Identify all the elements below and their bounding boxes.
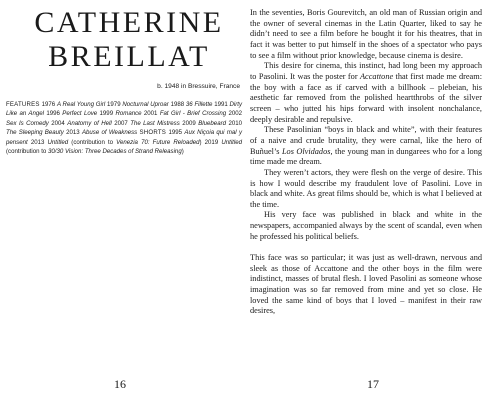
essay-paragraph	[250, 125, 482, 168]
film-year: 1995	[168, 129, 185, 137]
film-title: Sex Is Comedy	[6, 119, 52, 127]
essay-paragraph	[250, 210, 482, 242]
film-title: Fat Girl - Brief Crossing	[159, 110, 229, 118]
film-year: 2013	[66, 129, 82, 137]
paragraph-text: that first made me dream: the boy with a face as if carved with a billhook – plebeian, his aesthetic far removed from the polished heartthrobs of the silver screen – who jutted his hips forward with insolent nonchalance, deeply desirable and repulsive.	[250, 71, 482, 124]
paragraph-text: They weren’t actors, they were flesh on the verge of desire. This is how I would describe my fraudulent love of Pasolini. Love in black and white. As great films should be, which is what I believed at the time.	[250, 167, 482, 209]
film-title: The Sleeping Beauty	[6, 129, 67, 137]
paragraph-text: This desire for cinema, this instinct, had long been my approach to Pasolini. It was the poster for	[250, 61, 482, 81]
film-title: Perfect Love	[62, 110, 100, 118]
film-year: 2004	[51, 119, 68, 127]
film-title: Abuse of Weakness	[81, 129, 140, 137]
film-title: A Real Young Girl	[56, 101, 108, 108]
filmography-section-label: SHORTS	[139, 129, 169, 137]
film-title: Bluebeard	[198, 119, 229, 127]
essay-paragraph	[250, 253, 482, 317]
film-title: The Last Mistress	[130, 119, 183, 127]
film-year: 2019	[204, 138, 222, 146]
film-title: Dirty Like an Angel	[6, 101, 243, 118]
film-year: 1991	[214, 101, 230, 108]
film-year: 2010	[228, 119, 243, 127]
film-year: 1979	[107, 101, 123, 108]
film-title: Venezia 70: Future Reloaded	[116, 138, 200, 146]
filmography	[6, 100, 242, 156]
film-year: 2002	[228, 110, 243, 118]
film-year: 2007	[114, 119, 131, 127]
film-title-inline: Accattone	[359, 71, 394, 81]
film-title: Romance	[115, 110, 144, 118]
film-note: )	[181, 148, 184, 156]
film-title: Untitled	[47, 138, 72, 146]
essay-paragraph	[250, 61, 482, 125]
essay-text	[250, 8, 482, 317]
film-note: )	[199, 138, 205, 146]
essay-paragraph	[250, 8, 482, 61]
film-title: 30/30 Vision: Three Decades of Strand Releasing	[48, 148, 182, 156]
film-title: Nocturnal Uproar	[122, 101, 171, 108]
film-title: 36 Fillette	[185, 101, 215, 108]
film-year: 2013	[30, 138, 48, 146]
essay-paragraph	[250, 168, 482, 211]
paragraph-text: , the young man in dungarees who for a long time made me dream.	[250, 146, 483, 167]
film-title-inline: Los Olvidados	[281, 146, 331, 156]
page-number-right: 17	[367, 377, 379, 391]
film-year: 1976	[41, 101, 57, 108]
paragraph-text: These Pasolinian “boys in black and white”, with their features of a naive and crude brutality, they were carnal, like the hero of Buñuel’s	[250, 125, 482, 156]
paragraph-text: This face was so particular; it was just as well-drawn, nervous and sleek as those of Accattone and the other boys in the film were indistinct, masses of brutal flesh. I loved Pasolini as someone whose imagination was so far removed from mine and yet so close. He loved the same kind of boys that I loved – manifest in their raw desires,	[250, 253, 482, 316]
director-name-title: CATHERINE BREILLAT	[34, 6, 224, 73]
filmography-section-label: FEATURES	[6, 101, 42, 108]
film-title: Untitled	[221, 138, 243, 146]
film-year: 1999	[99, 110, 116, 118]
film-note: (contribution to	[71, 138, 117, 146]
film-year: 1996	[46, 110, 63, 118]
film-year: 1988	[170, 101, 186, 108]
page-number-left: 16	[114, 377, 126, 391]
film-note: (contribution to	[6, 148, 49, 156]
film-year: 2001	[143, 110, 160, 118]
film-title: Anatomy of Hell	[67, 119, 115, 127]
paragraph-text: His very face was published in black and white in the newspapers, accompanied always by the scent of scandal, even when he professed his political beliefs.	[250, 210, 482, 241]
birth-info: b. 1948 in Bressuire, France	[157, 83, 240, 90]
film-year: 2009	[182, 119, 199, 127]
paragraph-text: In the seventies, Boris Gourevitch, an old man of Russian origin and the owner of several cinemas in the Latin Quarter, liked to say he didn’t need to see a film before he bought it for his theatres, that in fact it was better to put himself in the shoes of a spectator who pays to see a film without prior knowledge, because cinema is desire.	[250, 8, 482, 60]
film-title: Aux Niçoia qui mal y pensent	[6, 129, 242, 146]
